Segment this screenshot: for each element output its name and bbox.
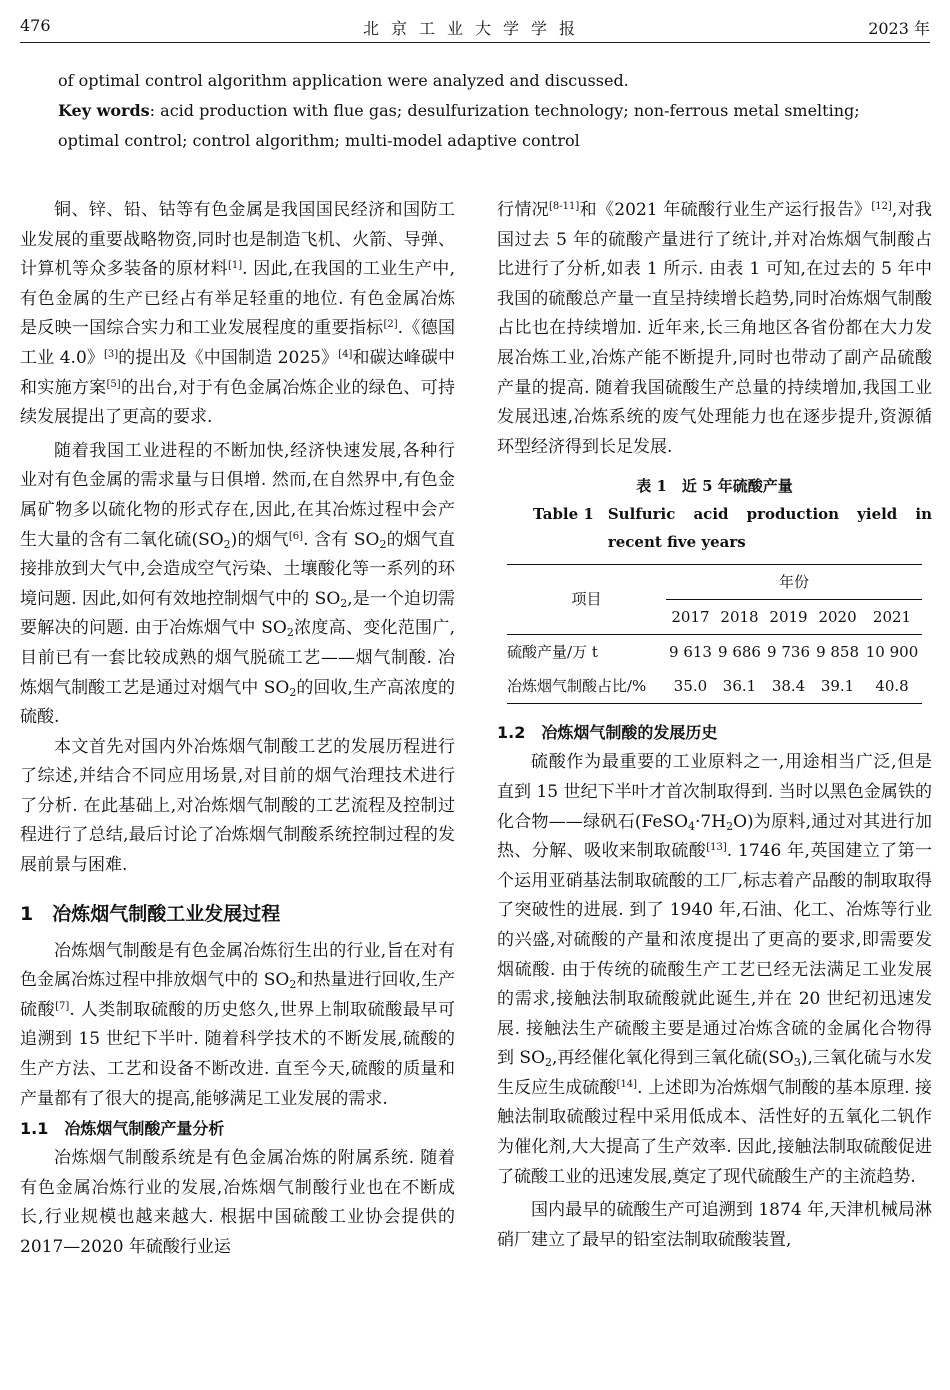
- abstract-tail: of optimal control algorithm application were analyzed and discussed.: [58, 71, 629, 90]
- table-row: [507, 669, 922, 704]
- table-cell: 9 858: [816, 642, 860, 661]
- table-caption-cn: 表 1 近 5 年硫酸产量: [636, 477, 793, 496]
- table-header-year: 年份: [666, 565, 922, 600]
- table-year: 2021: [872, 607, 912, 626]
- left-column: [20, 196, 455, 1263]
- table-year: 2018: [720, 607, 759, 626]
- paragraph: 硫酸作为最重要的工业原料之一,用途相当广泛,但是直到 15 世纪下半叶才首次制取得到. 当时以黑色金属铁的化合物——绿矾石$(FeSO_4\cdot 7H_2O)$为原料,通过对其进行加热、分解、吸收来制取硫酸[13]. 1746 年,英国建立了第一个运用亚硝基法制取硫酸的工厂,标志着产品酸的制取取得了突破性的进展. 到了 1940 年,石油、化工、冶炼等行业的兴盛,对硫酸的产量和浓度提出了更高的要求,即需要发烟硫酸. 由于传统的硫酸生产工艺已经无法满足工业发展的需求,接触法制取硫酸就此诞生,并在 20 世纪初迅速发展. 接触法生产硫酸主要是通过冶炼含硫的金属化合物得到 $SO_2$,再经催化氧化得到三氧化硫$(SO_3)$,三氧化硫与水发生反应生成硫酸[14]. 上述即为冶炼烟气制酸的基本原理. 接触法制取硫酸过程中采用低成本、活性好的五氧化二钒作为催化剂,大大提高了生产效率. 因此,接触法制取硫酸促进了硫酸工业的迅速发展,奠定了现代硫酸生产的主流趋势.: [497, 752, 932, 1187]
- table-year: 2019: [769, 607, 808, 626]
- table-row: [507, 635, 922, 670]
- table-year: 2020: [818, 607, 857, 626]
- paragraph: 本文首先对国内外冶炼烟气制酸工艺的发展历程进行了综述,并结合不同应用场景,对目前的烟气治理技术进行了分析. 在此基础上,对冶炼烟气制酸的工艺流程及控制过程进行了总结,最后讨论了冶炼烟气制酸系统控制过程的发展前景与困难.: [20, 736, 455, 876]
- table-caption-en: Table 1 Sulfuric acid production yield in recent five years: [533, 505, 932, 552]
- running-header: [20, 16, 930, 42]
- paragraph: 行情况[8-11]和《2021 年硫酸行业生产运行报告》[12],对我国过去 5 年的硫酸产量进行了统计,并对冶炼烟气制酸占比进行了分析,如表 1 所示. 由表 1 可知,在过去的 5 年中我国的硫酸总产量一直呈持续增长趋势,同时冶炼烟气制酸占比也在持续增加. 近年来,长三角地区各省份都在大力发展冶炼工业,冶炼产能不断提升,同时也带动了副产品硫酸产量的提高. 随着我国硫酸生产总量的持续增加,我国工业发展迅速,冶炼系统的废气处理能力也在逐步提升,资源循环型经济得到长足发展.: [497, 200, 933, 457]
- table-cell: 9 686: [718, 642, 761, 661]
- header-rule: [20, 42, 930, 43]
- table-cell: 9 613: [669, 642, 712, 661]
- row-label: 硫酸产量/万 t: [507, 642, 598, 661]
- table-cell: 38.4: [771, 676, 806, 695]
- table-header-item: 项目: [507, 565, 666, 635]
- paragraph: 冶炼烟气制酸系统是有色金属冶炼的附属系统. 随着有色金属冶炼行业的发展,冶炼烟气制酸行业也在不断成长,行业规模也越来越大. 根据中国硫酸工业协会提供的 2017—2020 年硫酸行业运: [20, 1148, 455, 1257]
- paragraph: 国内最早的硫酸生产可追溯到 1874 年,天津机械局淋硝厂建立了最早的铅室法制取硫酸装置,: [497, 1200, 932, 1250]
- page-number: 476: [20, 16, 51, 35]
- section-heading-1-2: 1.2 冶炼烟气制酸的发展历史: [497, 723, 718, 743]
- paragraph: 随着我国工业进程的不断加快,经济快速发展,各种行业对有色金属的需求量与日俱增. 然而,在自然界中,有色金属矿物多以硫化物的形式存在,因此,在其冶炼过程中会产生大量的含有二氧化硫$(SO_2)$的烟气[6]. 含有 $SO_2$的烟气直接排放到大气中,会造成空气污染、土壤酸化等一系列的环境问题. 因此,如何有效地控制烟气中的 $SO_2$,是一个迫切需要解决的问题. 由于冶炼烟气中 $SO_2$浓度高、变化范围广,目前已有一套比较成熟的烟气脱硫工艺——烟气制酸. 冶炼烟气制酸工艺是通过对烟气中 $SO_2$的回收,生产高浓度的硫酸.: [20, 440, 456, 728]
- table-cell: 36.1: [722, 676, 757, 695]
- table-cell: 35.0: [673, 676, 708, 695]
- table-year: 2017: [671, 607, 710, 626]
- table-cell: 9 736: [767, 642, 810, 661]
- journal-title: 北京工业大学学报: [362, 19, 587, 38]
- row-label: 冶炼烟气制酸占比/%: [507, 676, 647, 695]
- production-table: [507, 564, 922, 704]
- paragraph: 冶炼烟气制酸是有色金属冶炼衍生出的行业,旨在对有色金属冶炼过程中排放烟气中的 $SO_2$和热量进行回收,生产硫酸[7]. 人类制取硫酸的历史悠久,世界上制取硫酸最早可追溯到 15 世纪下半叶. 随着科学技术的不断发展,硫酸的生产方法、工艺和设备不断改进. 直至今天,硫酸的质量和产量都有了很大的提高,能够满足工业发展的需求.: [20, 940, 455, 1109]
- keywords-text-1: : acid production with flue gas; desulfurization technology; non-ferrous metal smelting;: [149, 101, 860, 120]
- table-cell: 39.1: [820, 676, 855, 695]
- section-heading-1-1: 1.1 冶炼烟气制酸产量分析: [20, 1119, 225, 1139]
- keywords-line-2: optimal control; control algorithm; multi-model adaptive control: [58, 131, 580, 150]
- section-heading-1: 1 冶炼烟气制酸工业发展过程: [20, 902, 281, 925]
- keywords-label: Key words: [58, 101, 150, 120]
- journal-year: 2023 年: [868, 19, 930, 38]
- table-cell: 40.8: [875, 676, 909, 695]
- keywords-line-1: [58, 96, 930, 126]
- right-column: [497, 196, 932, 1255]
- paragraph: 铜、锌、铅、钴等有色金属是我国国民经济和国防工业发展的重要战略物资,同时也是制造飞机、火箭、导弹、计算机等众多装备的原材料[1]. 因此,在我国的工业生产中,有色金属的生产已经占有举足轻重的地位. 有色金属冶炼是反映一国综合实力和工业发展程度的重要指标[2].《德国工业 4.0》[3]的提出及《中国制造 2025》[4]和碳达峰碳中和实施方案[5]的出台,对于有色金属冶炼企业的绿色、可持续发展提出了更高的要求.: [20, 200, 456, 428]
- table-cell: 10 900: [865, 642, 919, 661]
